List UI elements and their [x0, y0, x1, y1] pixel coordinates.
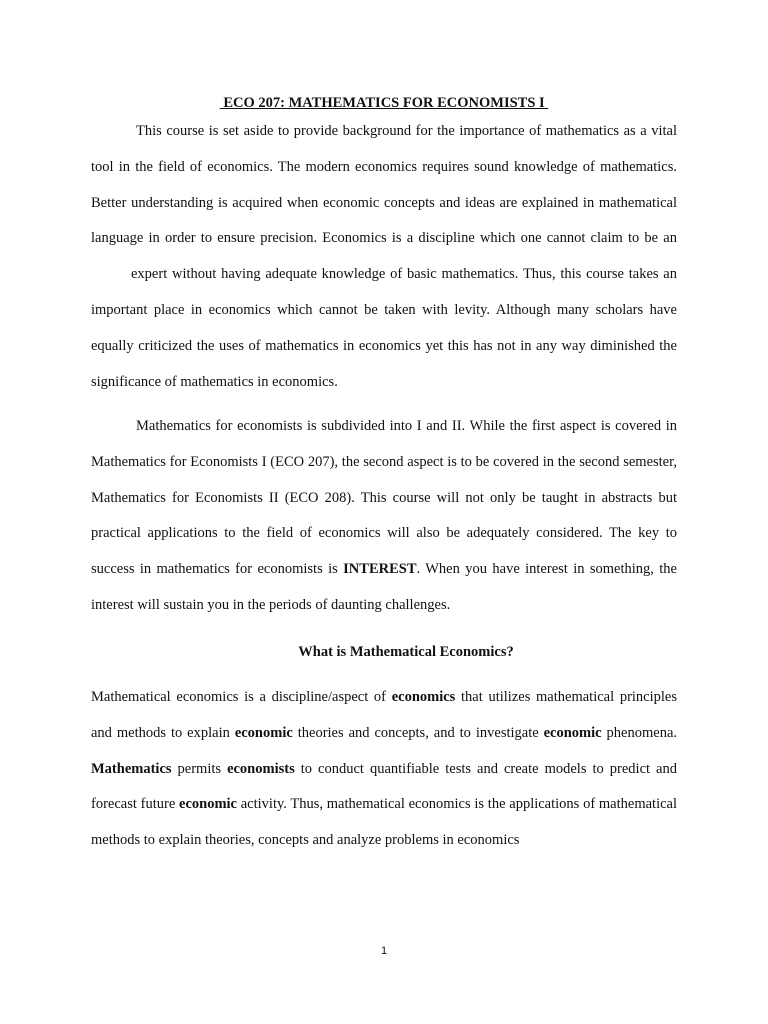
intro-paragraph-part2: expert without having adequate knowledge of basic mathematics. Thus, this course takes an important place in economics which cannot be taken with levity. Although many scholars have equally criticized the uses of mathematics in economics yet this has not in any way diminished the significance of mathematics in economics.	[91, 266, 677, 390]
definition-emphasis: economic	[179, 796, 237, 813]
definition-text: permits	[171, 760, 228, 777]
definition-emphasis: Mathematics	[91, 760, 172, 777]
definition-text: phenomena.	[601, 724, 678, 741]
definition-emphasis: economics	[391, 689, 456, 705]
definition-emphasis: economic	[543, 724, 602, 741]
section-heading: What is Mathematical Economics?	[298, 644, 514, 660]
subdivision-text-before: Mathematics for economists is subdivided into I and II. While the first aspect is covered in Mathematics for Economists I (ECO 207), the second aspect is to be covered in the second semester, Mathematics for Economists II (ECO 208). This course will not only be taught in abstracts but practical applications to the field of economics will also be adequately considered. The key to success in mathematics for economists is	[91, 418, 677, 578]
definition-text: to conduct quantifiable tests and create models to predict and forecast future	[91, 760, 677, 813]
definition-text: that utilizes mathematical principles and methods to explain	[91, 689, 677, 741]
definition-text: activity. Thus, mathematical economics is the applications of mathematical methods to explain theories, concepts and analyze problems in economics	[91, 796, 677, 849]
definition-emphasis: economic	[234, 724, 293, 741]
subdivision-paragraph	[91, 409, 677, 624]
definition-emphasis: economists	[227, 760, 295, 777]
intro-paragraph	[91, 114, 677, 400]
interest-emphasis: INTEREST	[343, 561, 417, 578]
intro-paragraph-part1: This course is set aside to provide background for the importance of mathematics as a vital tool in the field of economics. The modern economics requires sound knowledge of mathematics. Better understanding is acquired when economic concepts and ideas are explained in mathematical language in order to ensure precision. Economics is a discipline which one cannot claim to be an	[91, 123, 677, 247]
page-number: 1	[380, 945, 388, 957]
definition-text: theories and concepts, and to investigate	[292, 724, 544, 741]
definition-text: Mathematical economics is a discipline/aspect of	[91, 689, 392, 705]
definition-paragraph	[91, 680, 677, 859]
document-title: ECO 207: MATHEMATICS FOR ECONOMISTS I	[219, 95, 549, 111]
subdivision-text-after: . When you have interest in something, the interest will sustain you in the periods of daunting challenges.	[91, 561, 677, 613]
